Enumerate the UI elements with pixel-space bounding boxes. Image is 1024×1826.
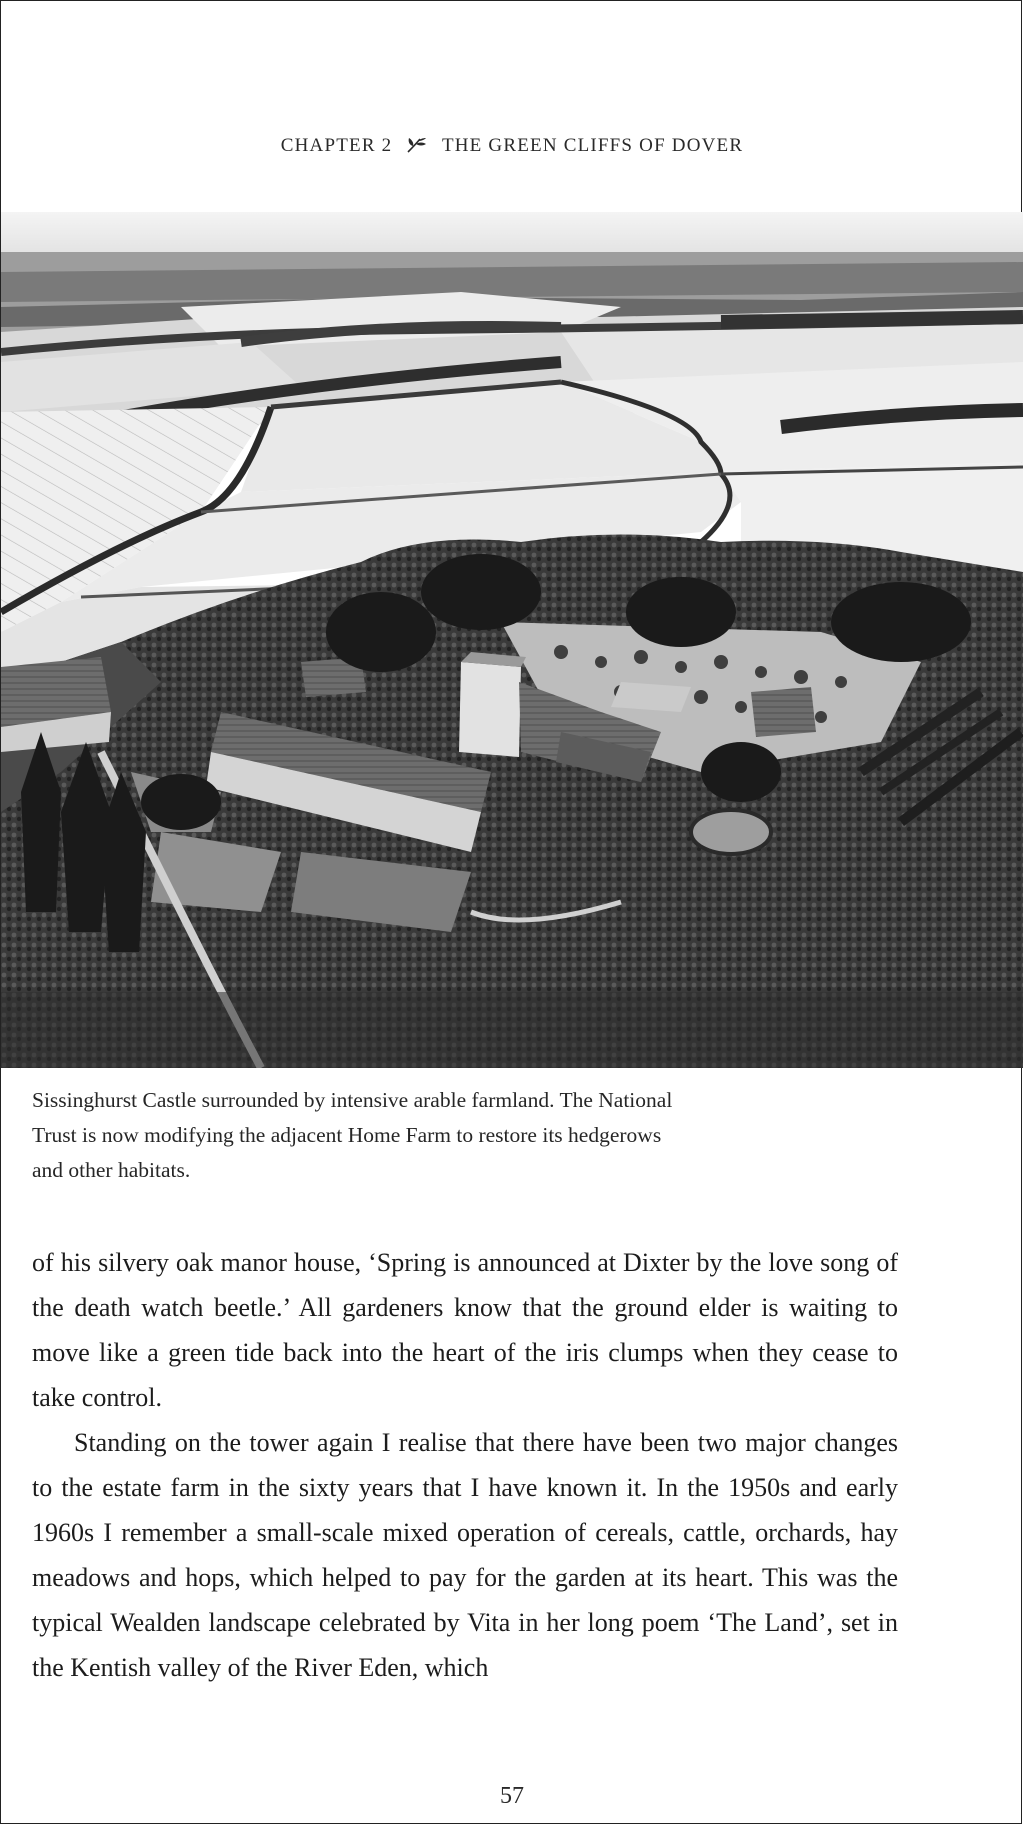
leaf-ornament-icon: [406, 136, 428, 154]
chapter-number: CHAPTER 2: [280, 135, 393, 156]
page-number: 57: [500, 1783, 524, 1809]
paragraph: of his silvery oak manor house, ‘Spring is announced at Dixter by the love song of the death watch beetle.’ All gardeners know that the ground elder is waiting to move like a green tide back into the heart of the iris clumps when they cease to take control.: [32, 1248, 898, 1412]
paragraph: Standing on the tower again I realise that there have been two major changes to the estate farm in the sixty years that I have known it. In the 1950s and early 1960s I remember a small-scale mixed operation of cereals, cattle, orchards, hay meadows and hops, which helped to pay for the garden at its heart. This was the typical Wealden landscape celebrated by Vita in her long poem ‘The Land’, set in the Kentish valley of the River Eden, which: [32, 1428, 898, 1682]
caption-line: and other habitats.: [32, 1158, 191, 1182]
photo-caption: [32, 1083, 932, 1188]
body-text: [32, 1240, 898, 1690]
chapter-title: THE GREEN CLIFFS OF DOVER: [441, 135, 744, 156]
running-head: [0, 135, 1024, 157]
aerial-photo: [1, 212, 1023, 1068]
caption-line: Trust is now modifying the adjacent Home Farm to restore its hedgerows: [32, 1123, 662, 1147]
caption-line: Sissinghurst Castle surrounded by intensive arable farmland. The National: [32, 1088, 673, 1112]
aerial-photo-drawing: [1, 212, 1023, 1068]
